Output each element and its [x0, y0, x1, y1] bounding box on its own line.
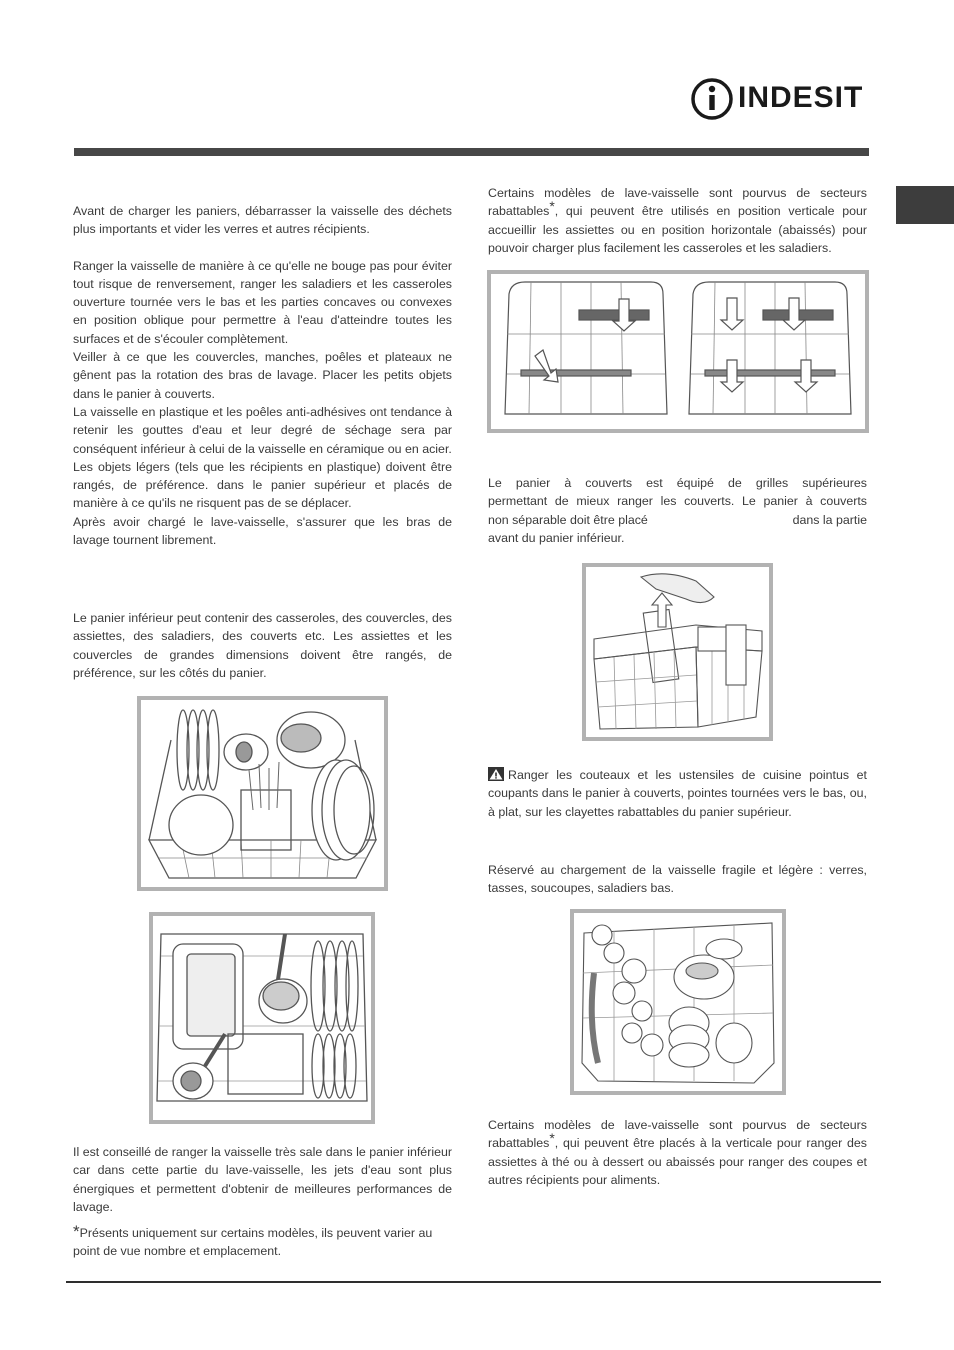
- sectors-text-a: Certains modèles de lave-vaisselle sont pourvus de secteurs rabattables: [488, 186, 867, 219]
- cutlery-line-1: Le panier à couverts est équipé de grilles supérieures: [488, 476, 867, 490]
- warning-message: Ranger les couteaux et les ustensiles de cuisine pointus et coupants dans le panier à couverts, pointes tournées vers le bas, ou, à plat, sur les clayettes rabattables du panier supérieur.: [488, 768, 867, 819]
- cutlery-line-2: permettant de mieux ranger les couverts. Le panier à couverts: [488, 494, 867, 509]
- brand-logo: [690, 76, 870, 122]
- sectors-2-text-a: Certains modèles de lave-vaisselle sont pourvus de secteurs rabattables: [488, 1118, 867, 1151]
- cutlery-text: [488, 474, 867, 547]
- left-column: [73, 202, 452, 549]
- cutlery-line-3a: non séparable doit être placé: [488, 512, 648, 527]
- cutlery-line-3: [488, 511, 867, 529]
- footnote-text: Présents uniquement sur certains modèles, ils peuvent varier au point de vue nombre et emplacement.: [73, 1226, 433, 1259]
- sectors-2-text-b: , qui peuvent être placés à la verticale pour ranger des assiettes à thé ou à dessert ou abaissés pour ranger des coupes et autres récipients pour aliments.: [488, 1136, 867, 1187]
- lower-basket-image: [137, 696, 388, 891]
- paragraph-lids: Veiller à ce que les couvercles, manches, poêles et plateaux ne gênent pas la rotation des bras de lavage. Placer les petits objets dans le panier à couverts.: [73, 350, 452, 401]
- sectors-text-b: , qui peuvent être utilisés en position verticale pour accueillir les assiettes ou en position horizontale (abaissés) pour pouvoir charger plus facilement les casseroles et les saladiers.: [488, 204, 867, 255]
- cutlery-basket-image: [582, 563, 773, 741]
- side-tab: [896, 186, 954, 224]
- upper-basket-text: Réservé au chargement de la vaisselle fragile et légère : verres, tasses, soucoupes, saladiers bas.: [488, 863, 867, 896]
- sectors-text: [488, 184, 867, 257]
- upper-basket-image: [570, 909, 786, 1095]
- sectors-2-text: [488, 1116, 867, 1189]
- sectors-star: *: [549, 198, 555, 215]
- cutlery-line-3b: dans la partie: [792, 512, 867, 527]
- cutlery-line-4: avant du panier inférieur.: [488, 530, 625, 545]
- brand-name: INDESIT: [738, 81, 864, 114]
- paragraph-arrange: Ranger la vaisselle de manière à ce qu'elle ne bouge pas pour éviter tout risque de renversement, ranger les saladiers et les casseroles ouverture tournée vers le bas et les parties concaves ou convexes en position oblique pour permettre à l'eau d'atteindre toutes les surfaces et de s'écouler complètement.: [73, 258, 452, 346]
- header-bar: [74, 148, 869, 156]
- warning-text: [488, 766, 867, 821]
- paragraph-light: Les objets légers (tels que les récipients en plastique) doivent être rangés, de préférence. dans le panier supérieur et placés de manière à ce qu'ils ne risquent pas de se déplacer.: [73, 459, 452, 511]
- warning-icon: [488, 767, 504, 781]
- paragraph-check: Après avoir chargé le lave-vaisselle, s'assurer que les bras de lavage tournent librement.: [73, 514, 452, 548]
- paragraph-prep: Avant de charger les paniers, débarrasser la vaisselle des déchets plus importants et vider les verres et autres récipients.: [73, 204, 452, 237]
- lower-basket-pans-image: [149, 912, 375, 1124]
- footnote-star: *: [73, 1222, 80, 1241]
- paragraph-plastic: La vaisselle en plastique et les poêles anti-adhésives ont tendance à retenir les gouttes d'eau et leur degré de séchage sera par conséquent inférieur à celui de la vaisselle en céramique ou en acier.: [73, 404, 452, 456]
- folding-sectors-image: [487, 270, 869, 433]
- dirty-dishes-text: Il est conseillé de ranger la vaisselle très sale dans le panier inférieur car dans cette partie du lave-vaisselle, les jets d'eau sont plus énergiques et permettent d'obtenir de meilleures performances de lavage.: [73, 1145, 452, 1214]
- sectors-2-star: *: [549, 1130, 555, 1147]
- footer-rule: [66, 1281, 881, 1283]
- lower-basket-text: Le panier inférieur peut contenir des casseroles, des couvercles, des assiettes, des saladiers, des couverts etc. Les assiettes et les couvercles de grandes dimensions doivent être rangés, de préférence, sur les côtés du panier.: [73, 611, 452, 680]
- brand-logo-icon: [690, 76, 734, 122]
- footnote: [73, 1224, 452, 1261]
